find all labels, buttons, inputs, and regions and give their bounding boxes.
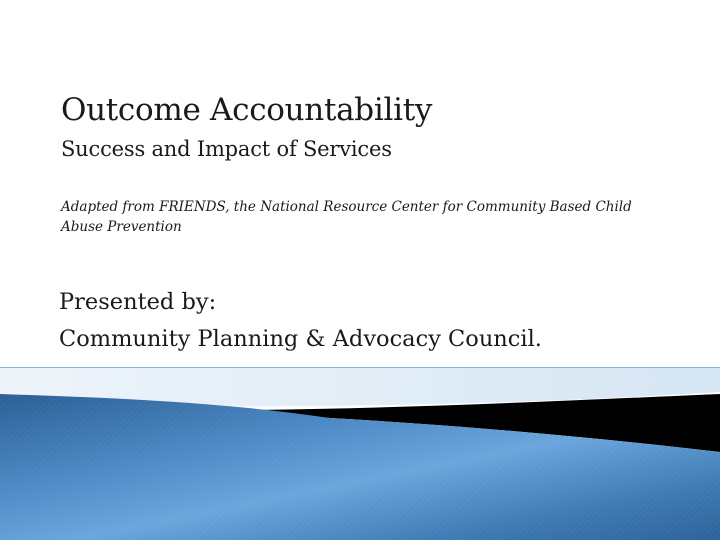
slide-title: Outcome Accountability	[61, 92, 433, 128]
presenter-label: Presented by:	[59, 289, 217, 315]
slide-subtitle: Success and Impact of Services	[61, 137, 392, 161]
attribution-text: Adapted from FRIENDS, the National Resource Center for Community Based Child Abuse Prevention	[61, 199, 632, 235]
decorative-wave-band	[0, 368, 720, 540]
presenter-name: Community Planning & Advocacy Council.	[59, 326, 542, 352]
